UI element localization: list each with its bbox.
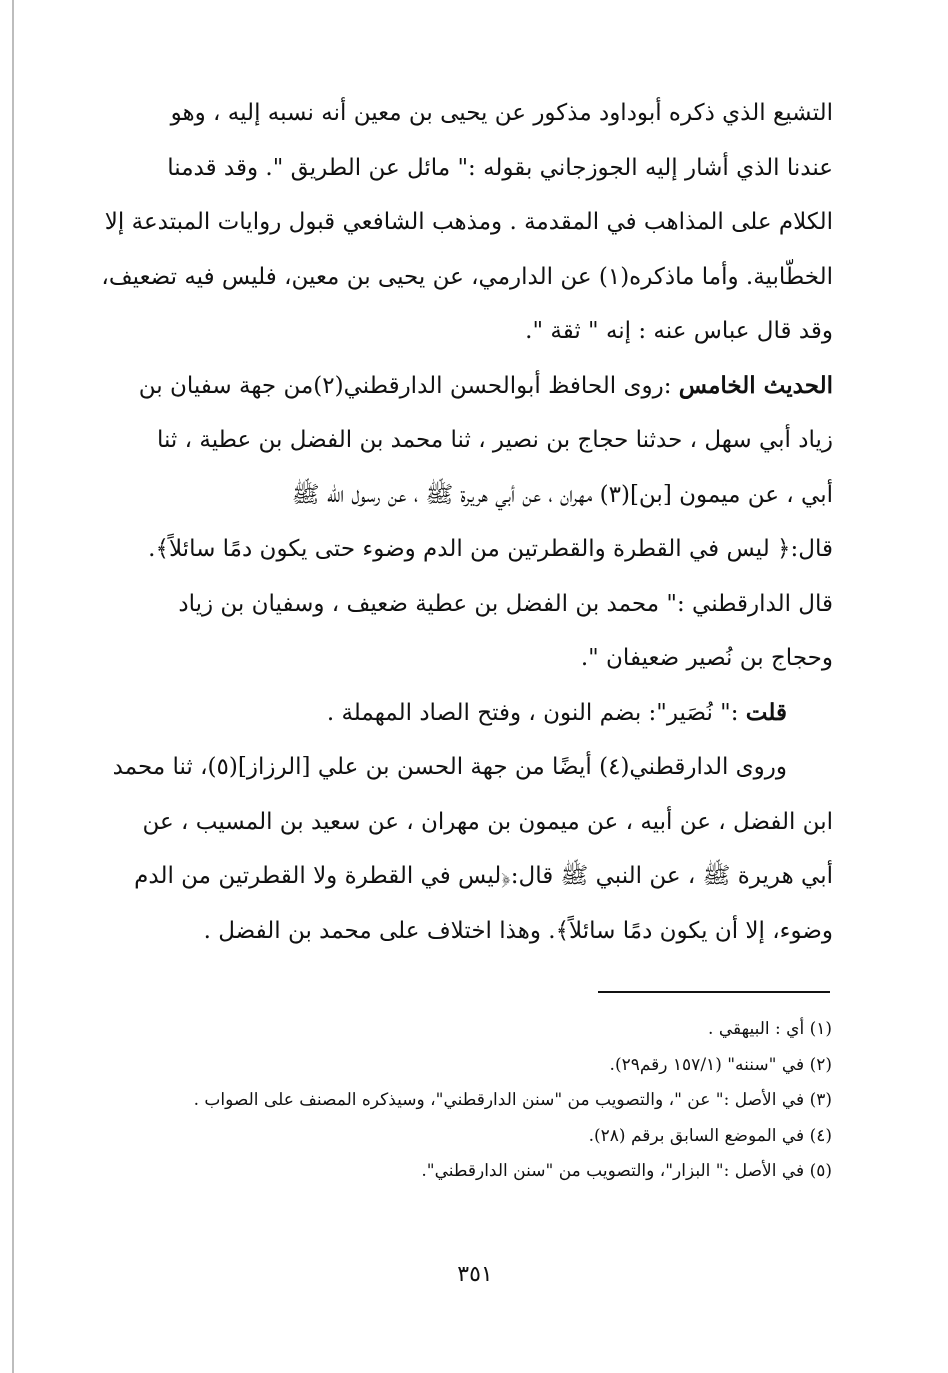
text-line: قال:﴿ ليس في القطرة والقطرتين من الدم وضوء حتى يكون دمًا سائلاً﴾. [148, 536, 833, 562]
text-line: وضوء، إلا أن يكون دمًا سائلاً﴾. وهذا اختلاف على محمد بن الفضل . [203, 917, 833, 944]
qultu-text: :" نُصَير": بضم النون ، وفتح الصاد المهملة . [326, 699, 746, 726]
page-number: ٣٥١ [457, 1262, 493, 1287]
hadith-label: الحديث الخامس [678, 371, 833, 399]
footnote: (٤) في الموضع السابق برقم (٢٨). [588, 1125, 832, 1146]
footnote: (٢) في "سننه" (١٥٧/١ رقم٢٩). [609, 1054, 832, 1075]
footnote: (٥) في الأصل :" البزار"، والتصويب من "سنن الدارقطني". [421, 1161, 832, 1181]
hadith-intro: :روى الحافظ أبوالحسن الدارقطني(٢)من جهة سفيان بن [138, 372, 679, 399]
text-line: عندنا الذي أشار إليه الجوزجاني بقوله :" مائل عن الطريق ". وقد قدمنا [167, 154, 833, 181]
qultu-label: قلت [745, 698, 787, 726]
text-line: وقد قال عباس عنه : إنه " ثقة ". [525, 318, 833, 344]
hadith-heading-line [105, 359, 833, 414]
text-line: الخطّابية. وأما ماذكره(١) عن الدارمي، عن يحيى بن معين، فليس فيه تضعيف، [101, 263, 833, 290]
footnote: (١) أي : البيهقي . [708, 1019, 832, 1039]
footnotes [120, 1012, 832, 1190]
rawa-line [105, 740, 833, 795]
text-line: وحجاج بن نُصير ضعيفان ". [580, 645, 833, 671]
text-line: قال الدارقطني :" محمد بن الفضل بن عطية ضعيف ، وسفيان بن زياد [178, 590, 833, 617]
text-line: الكلام على المذاهب في المقدمة . ومذهب الشافعي قبول روايات المبتدعة إلا [104, 209, 833, 235]
rawa-text: وروى الدارقطني(٤) أيضًا من جهة الحسن بن علي [الرزاز](٥)، ثنا محمد [112, 754, 787, 780]
text-line: التشيع الذي ذكره أبوداود مذكور عن يحيى بن معين أنه نسبه إليه ، وهو [170, 100, 833, 126]
footnote: (٣) في الأصل :" عن "، والتصويب من "سنن الدارقطني"، وسيذكره المصنف على الصواب . [193, 1090, 832, 1110]
text-line: زياد أبي سهل ، حدثنا حجاج بن نصير ، ثنا محمد بن الفضل بن عطية ، ثنا [156, 427, 833, 453]
text-line: أبي ، عن ميمون [بن](٣) مهران ، عن أبي هريرة ﷺ ، عن رسول الله ﷺ [291, 481, 833, 508]
qultu-line [105, 686, 833, 741]
text-line: ابن الفضل ، عن أبيه ، عن ميمون بن مهران ، عن سعيد بن المسيب ، عن [142, 808, 833, 835]
text-line: أبي هريرة ﷺ ، عن النبي ﷺ قال:﴿ليس في القطرة ولا القطرتين من الدم [134, 863, 833, 889]
footnote-separator [598, 991, 830, 993]
main-text [101, 86, 833, 958]
page-edge-shadow [12, 0, 14, 1373]
